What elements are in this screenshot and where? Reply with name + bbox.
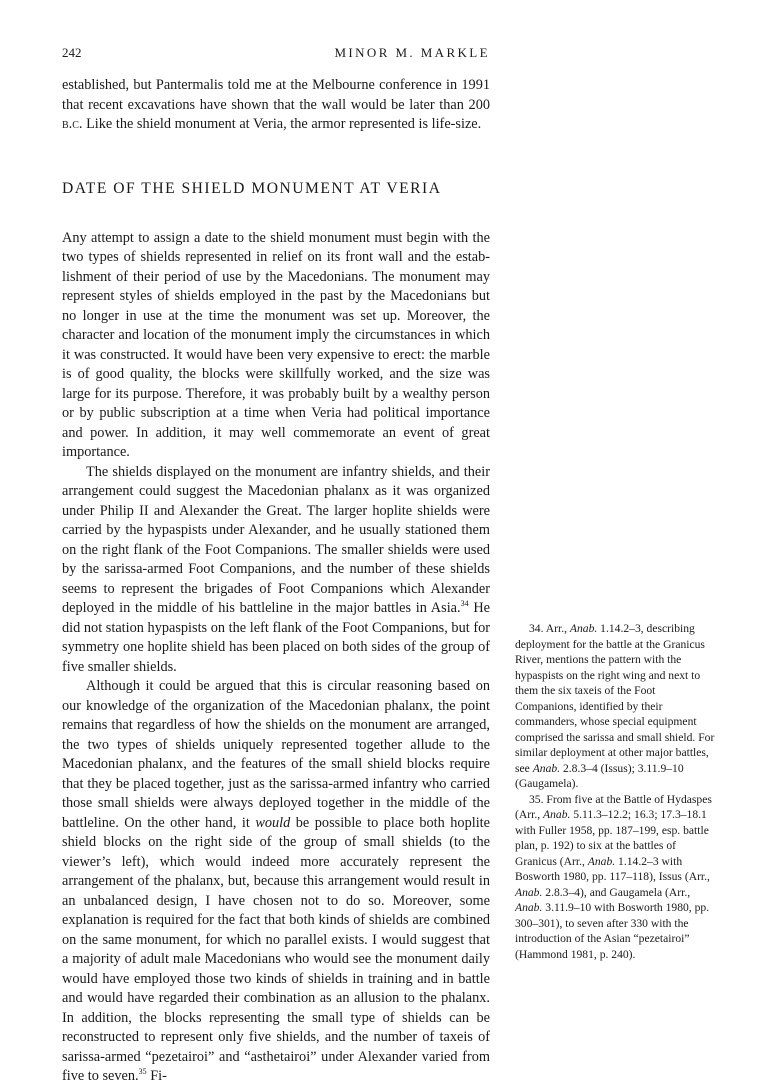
footnote-35-cite-3: Anab. <box>515 885 543 899</box>
footnote-ref-34[interactable]: 34 <box>460 599 469 608</box>
footnote-35-text: 35. From five at the Battle of Hydaspes (Arr., <box>515 792 712 821</box>
main-text-column <box>62 76 490 1087</box>
continuation-text: established, but Pantermalis told me at the Melbourne conference in 1991 that recent excavations have shown that the wall would be later than 200 <box>62 77 490 113</box>
continuation-paragraph <box>62 76 490 135</box>
emphasis-would: would <box>255 814 291 831</box>
running-header <box>62 45 490 65</box>
footnote-34-text-2: 1.14.2–3, describing deployment for the battle at the Granicus River, mentions the pattern with the hypaspists on the right wing and next to them the six taxeis of the Foot Companions, identified by their commanders, whose special equipment comprised the sarissa and small shield. For similar deployment at other major battles, see <box>515 622 715 775</box>
footnote-34-text-3: 2.8.3–4 (Issus); 3.11.9–10 (Gaugamela). <box>515 761 684 790</box>
footnote-34-text: 34. Arr., <box>529 622 570 635</box>
footnote-35 <box>515 792 715 963</box>
paragraph-3-text: Although it could be argued that this is circular reasoning based on our knowledge of the organization of the Macedonian phalanx, the point remains that regardless of how the shields on the monument are arranged, the two types of shields uniquely represented together allude to the Macedonian phalanx, and the features of the small shield blocks require that they be placed together, just as the sarissa-armed infantry who carried those small shields were always deployed together in the middle of the battleline. On the other hand, it <box>62 678 490 831</box>
footnotes-column <box>515 621 715 962</box>
paragraph-2 <box>62 463 490 678</box>
era-abbrev: b.c. <box>62 116 83 132</box>
footnote-34-cite: Anab. <box>569 622 598 635</box>
footnote-35-cite: Anab. <box>543 808 571 821</box>
paragraph-3-text-mid: be possible to place both hoplite shield blocks on the right side of the group of small shields (to the viewer’s left), which would indeed more accurately represent the arrangement of the phalanx, but, because this arrangement would result in an unbalanced design, I have chosen not to do so. Moreover, some explanation is required for the fact that both kinds of shields are combined on the same monument, for which no parallel exists. I would suggest that a majority of adult male Macedonians who would see the monument daily would have employed those two kinds of shields in training and in battle and would have regarded their combination as an allusion to the phalanx. In addition, the blocks representing the small type of shields can be reconstructed to represent only five shields, and the number of taxeis of sarissa-armed “pezetairoi” and “asthetairoi” under Alexander varied from five to seven. <box>62 814 490 1084</box>
footnote-35-text-3: 1.14.2–3 with Bosworth 1980, pp. 117–118), Issus (Arr., <box>515 854 710 883</box>
paragraph-2-text: The shields displayed on the monument are infantry shields, and their arrangement could suggest the Macedonian phalanx as it was organized under Philip II and Alexander the Great. The larger hoplite shields were carried by the hypaspists under Alexander, and he usually stationed them on the right flank of the Foot Companions. The smaller shields were used by the sarissa-armed Foot Companions, and the number of these shields seems to represent the brigades of Foot Companions which Alexander deployed in the middle of his battleline in the major battles in Asia. <box>62 463 490 616</box>
paragraph-3-text-end: Fi- <box>146 1068 167 1084</box>
footnote-ref-35[interactable]: 35 <box>138 1067 147 1076</box>
footnote-35-cite-4: Anab. <box>515 901 543 914</box>
footnote-35-text-5: 3.11.9–10 with Bosworth 1980, pp. 300–301), to seven after 330 with the introduction of the Asian “pezetairoi” (Hammond 1981, p. 240). <box>515 901 710 961</box>
footnote-35-text-4: 2.8.3–4), and Gaugamela (Arr., <box>542 885 691 899</box>
paragraph-1: Any attempt to assign a date to the shield monument must begin with the two types of shields represented in relief on its front wall and the establishment of their period of use by the Macedonians. The monument may represent styles of shields employed in the past by the Macedonians but no longer in use at the time the monument was set up. Moreover, the character and location of the monument imply the circumstances in which it was constructed. It would have been very expensive to erect: the marble is of good quality, the blocks were skillfully worked, and the size was large for its purpose. Therefore, it was probably built by a wealthy person or by public subscription at a time when Veria had political importance and power. In addition, it may well commemorate an event of great importance. <box>62 229 490 460</box>
page-number: 242 <box>62 45 82 60</box>
section-heading: DATE OF THE SHIELD MONUMENT AT VERIA <box>62 179 442 197</box>
footnote-34-cite-2: Anab. <box>532 761 561 775</box>
footnote-35-text-2: 5.11.3–12.2; 16.3; 17.3–18.1 with Fuller 1958, pp. 187–199, esp. battle plan, p. 192) to six at the battles of Granicus (Arr., <box>515 808 709 868</box>
paragraph-3 <box>62 677 490 1087</box>
footnote-35-cite-2: Anab. <box>587 854 616 868</box>
footnote-34 <box>515 621 715 792</box>
continuation-text-end: Like the shield monument at Veria, the armor represented is life-size. <box>82 116 482 132</box>
running-head-author: MINOR M. MARKLE <box>334 45 490 60</box>
paragraph-2-text-end: He did not station hypaspists on the left flank of the Foot Companions, but for symmetry one hoplite shield has been placed on both sides of the group of five smaller shields. <box>62 600 490 675</box>
